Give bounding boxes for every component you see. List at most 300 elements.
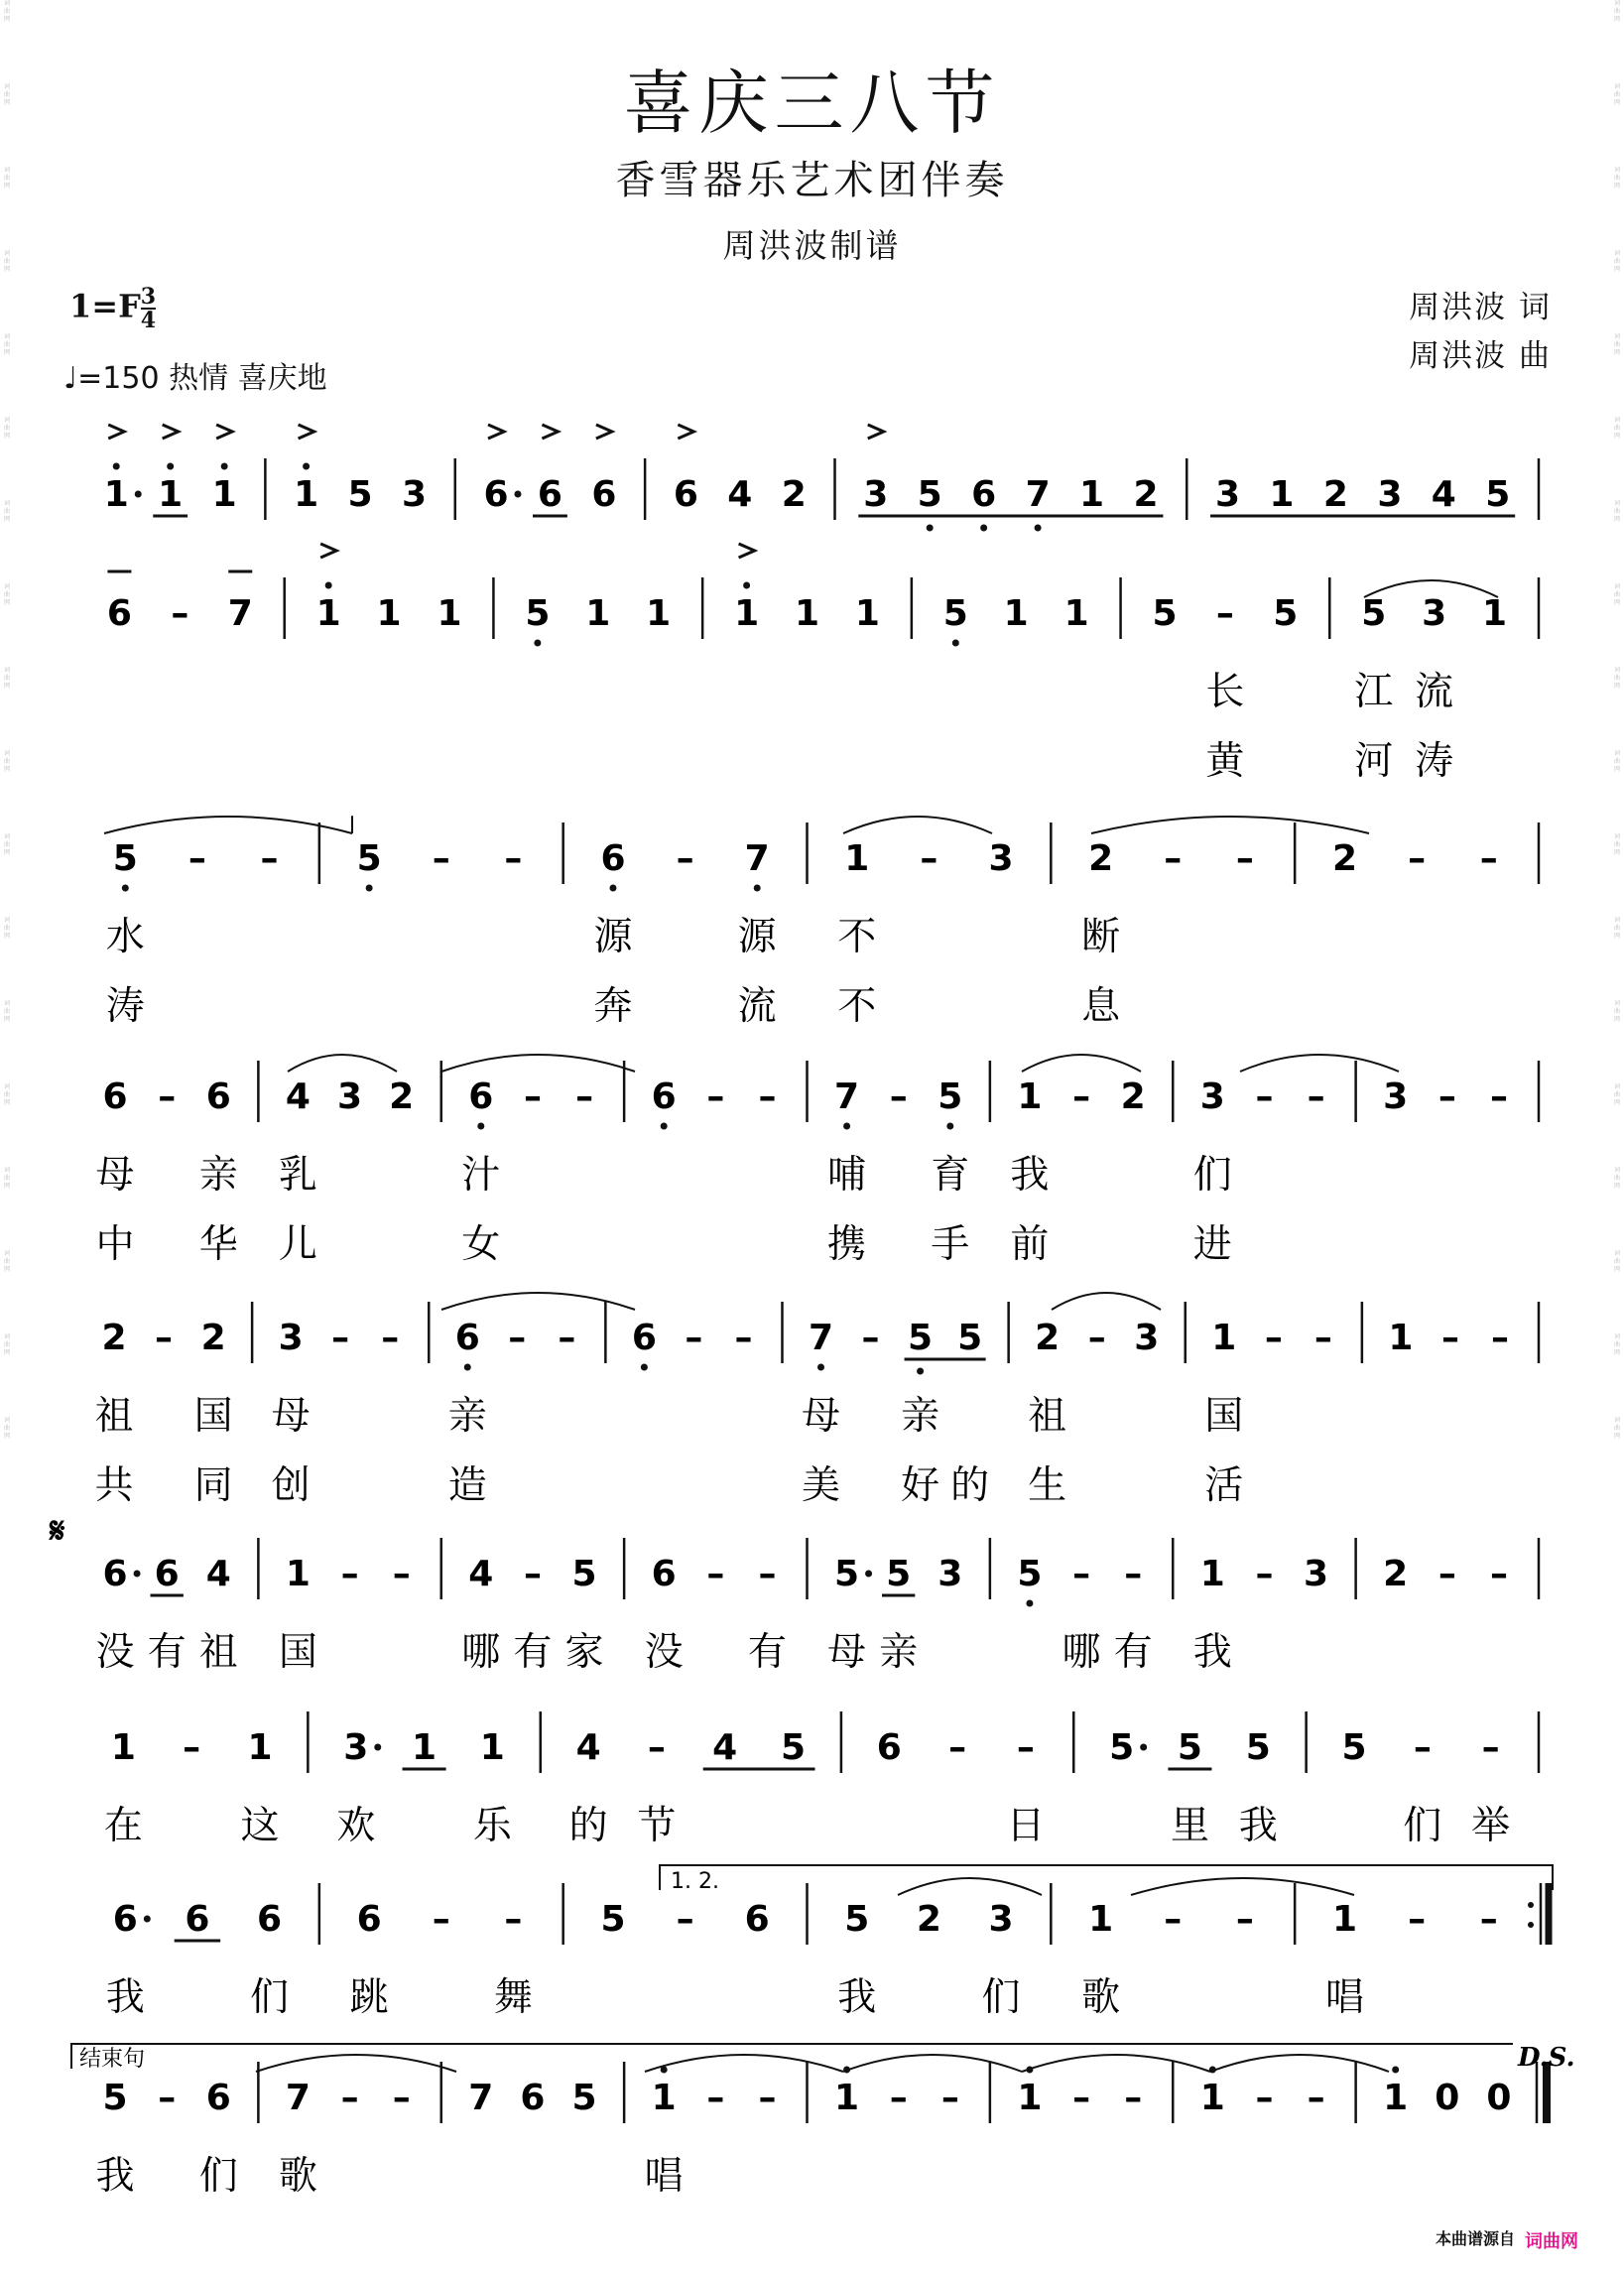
note: 1 [1079,474,1105,515]
dash-extension: – [706,1554,725,1594]
note: 5 [525,593,551,634]
octave-low-dot [980,525,987,532]
dash-extension: – [1072,2078,1091,2118]
augmentation-dot [134,1571,141,1578]
watermark-text: 词曲网 [3,1250,10,1273]
note: 7 [834,1076,860,1117]
lyric-char: 创 [271,1463,311,1508]
segno-mark: 𝄋 [50,1511,65,1552]
note: 5 [571,1554,597,1594]
tempo-text: 热情 喜庆地 [169,361,327,396]
note: 1 [294,474,319,515]
dash-extension: – [523,1076,542,1117]
dash-extension: – [392,2078,411,2118]
note: 5 [1017,1554,1043,1594]
note: 6 [591,474,617,515]
tempo-value: =150 [77,361,160,396]
note: 2 [389,1076,415,1117]
lyric-char: 哪 [461,1630,501,1675]
note: 4 [1431,474,1456,515]
dash-extension: – [158,1076,177,1117]
watermark-text: 词曲网 [1613,83,1620,106]
octave-low-dot [754,885,761,892]
lyric-char: 乐 [472,1804,512,1848]
watermark-text: 词曲网 [1613,333,1620,356]
dash-extension: – [1489,1554,1508,1594]
watermark-text: 词曲网 [3,250,10,273]
note: 3 [1199,1076,1225,1117]
augmentation-dot [374,1744,381,1751]
watermark-text: 词曲网 [3,0,10,23]
note: 3 [278,1318,304,1358]
lyric-char: 里 [1170,1804,1209,1848]
slur [1022,1055,1141,1072]
dash-extension: – [1264,1318,1283,1358]
note: 6 [205,2078,231,2118]
lyric-char: 母 [801,1394,841,1439]
note: 2 [1035,1318,1061,1358]
lyric-char: 亲 [447,1394,487,1439]
lyric-char: 祖 [198,1630,238,1675]
octave-high-dot [325,582,332,589]
note: 5 [844,1899,870,1940]
dash-extension: – [685,1318,703,1358]
lyric-char: 源 [593,915,633,959]
note: 6 [468,1076,494,1117]
watermark-text: 词曲网 [3,333,10,356]
dash-extension: – [1124,2078,1143,2118]
lyric-char: 涛 [1415,739,1454,784]
note: 1 [285,1554,311,1594]
lyric-char: 乳 [278,1153,317,1198]
octave-low-dot [464,1364,471,1371]
lyric-char: 日 [1006,1804,1046,1848]
dash-extension: – [861,1318,880,1358]
watermark-text: 词曲网 [3,500,10,523]
note: 1 [437,593,462,634]
note: 5 [1109,1727,1135,1768]
lyric-char: 水 [105,915,145,959]
lyric-char: 亲 [879,1630,919,1675]
note: 1 [646,593,672,634]
augmentation-dot [1140,1744,1147,1751]
watermark-text: 词曲网 [3,417,10,440]
note: 5 [834,1554,860,1594]
watermark-text: 词曲网 [3,583,10,606]
dash-extension: – [523,1554,542,1594]
dash-extension: – [1437,1554,1456,1594]
lyric-char: 我 [1010,1153,1050,1198]
lyric-char: 源 [737,915,777,959]
lyric-char: 欢 [336,1804,376,1848]
note: 1 [412,1727,437,1768]
note: 5 [1152,593,1178,634]
watermark-text: 词曲网 [1613,1083,1620,1106]
note: 5 [1361,593,1387,634]
lyric-char: 不 [837,984,877,1029]
repeat-dot [1528,1922,1534,1928]
octave-low-dot [661,1123,668,1130]
note: 6 [744,1899,770,1940]
note: 1 [479,1727,505,1768]
lyric-char: 在 [103,1804,143,1848]
lyric-char: 儿 [278,1222,317,1267]
octave-low-dot [122,885,129,892]
note: 1 [585,593,611,634]
dash-extension: – [1235,838,1254,879]
time-numerator: 3 [140,284,157,310]
dash-extension: – [1490,1318,1509,1358]
lyric-char: 涛 [105,984,145,1029]
dash-extension: – [1413,1727,1432,1768]
note: 1 [103,474,129,515]
note: 6 [102,1076,128,1117]
note: 0 [1435,2078,1460,2118]
note: 1 [854,593,880,634]
slur [288,1055,397,1072]
dash-extension: – [1481,1727,1500,1768]
lyric-char: 有 [747,1630,787,1675]
slur [1210,2055,1389,2072]
slur [104,817,352,833]
volta-bracket [660,1865,1553,1890]
note: 2 [200,1318,226,1358]
dash-extension: – [1307,1076,1325,1117]
note: 1 [1088,1899,1114,1940]
note: 3 [1377,474,1403,515]
slur [645,2055,843,2072]
dash-extension: – [706,2078,725,2118]
dash-extension: – [558,1318,576,1358]
octave-low-dot [366,885,373,892]
note: 6 [520,2078,546,2118]
dash-extension: – [940,2078,959,2118]
lyric-char: 美 [801,1463,841,1508]
note: 2 [1383,1554,1409,1594]
lyric-char: 息 [1081,984,1121,1029]
note: 3 [1304,1554,1329,1594]
note: 3 [1214,474,1241,515]
lyricist: 周洪波 词 [1409,290,1552,325]
lyric-char: 国 [278,1630,317,1675]
note: 7 [744,838,770,879]
dash-extension: – [1307,2078,1325,2118]
note: 4 [205,1554,231,1594]
score-maker: 周洪波制谱 [722,226,902,265]
note: 2 [1331,838,1358,879]
note: 3 [937,1554,963,1594]
dash-extension: – [432,838,450,879]
note: 5 [112,838,138,879]
slur [843,2055,1022,2072]
volta-label: 1. 2. [671,1869,719,1894]
dash-extension: – [920,838,938,879]
note: 1 [110,1727,136,1768]
lyric-char: 华 [198,1222,238,1267]
note: 1 [1199,2078,1225,2118]
note: 1 [158,474,184,515]
lyric-char: 我 [1238,1804,1278,1848]
dash-extension: – [171,593,189,634]
note: 2 [1322,474,1348,515]
note: 5 [102,2078,128,2118]
ending-label: 结束句 [79,2047,146,2072]
octave-low-dot [534,640,541,647]
accent-mark [299,425,314,439]
lyric-char: 我 [1192,1630,1232,1675]
dash-extension: – [1479,1899,1498,1940]
note: 6 [106,593,132,634]
dash-extension: – [504,1899,523,1940]
octave-low-dot [952,640,959,647]
dash-extension: – [340,1554,359,1594]
note: 6 [971,474,997,515]
accent-mark [596,425,612,439]
dash-extension: – [1255,1076,1274,1117]
lyric-char: 我 [105,1975,145,2020]
watermark-text: 词曲网 [1613,750,1620,773]
note: 2 [1133,474,1159,515]
note: 1 [247,1727,273,1768]
watermark-text: 词曲网 [3,917,10,940]
note: 5 [1485,474,1511,515]
dash-extension: – [1072,1076,1091,1117]
watermark-text: 词曲网 [3,667,10,690]
augmentation-dot [514,491,521,498]
note: 1 [376,593,402,634]
note: 5 [356,838,382,879]
note: 6 [876,1727,902,1768]
lyric-char: 母 [271,1394,311,1439]
quarter-note-icon: ♩ [63,361,78,396]
dash-extension: – [340,2078,359,2118]
lyric-char: 江 [1354,670,1394,714]
watermark-text: 词曲网 [3,83,10,106]
octave-high-dot [743,582,750,589]
dash-extension: – [381,1318,400,1358]
dash-extension: – [1437,1076,1456,1117]
octave-high-dot [167,463,174,470]
note: 1 [315,593,341,634]
slur [898,1878,1042,1895]
slur [1131,1878,1354,1895]
composer: 周洪波 曲 [1409,338,1552,374]
augmentation-dot [135,491,142,498]
slur [843,817,992,833]
note: 4 [712,1727,738,1768]
octave-high-dot [1392,2067,1399,2074]
note: 1 [211,474,237,515]
note: 1 [1017,1076,1043,1117]
note: 3 [988,1899,1014,1940]
watermark-text: 词曲网 [1613,500,1620,523]
dash-extension: – [155,1318,174,1358]
octave-high-dot [221,463,228,470]
note: 7 [285,2078,311,2118]
note: 6 [537,474,562,515]
note: 3 [401,474,428,515]
lyric-char: 断 [1081,915,1121,959]
key-text: 1=F [69,287,141,325]
dash-extension: – [1072,1554,1091,1594]
lyric-char: 手 [931,1222,970,1267]
note: 6 [185,1899,210,1940]
note: 3 [337,1076,363,1117]
song-subtitle: 香雪器乐艺术团伴奏 [615,158,1009,203]
lyric-char: 国 [1204,1394,1244,1439]
lyric-char: 的 [950,1463,990,1508]
note: 6 [112,1899,138,1940]
lyric-char: 们 [1192,1153,1232,1198]
lyric-char: 们 [1403,1804,1442,1848]
watermark-text: 词曲网 [1613,417,1620,440]
lyric-char: 有 [147,1630,187,1675]
lyric-char: 不 [837,915,877,959]
dash-extension: – [508,1318,527,1358]
note: 6 [102,1554,128,1594]
dash-extension: – [575,1076,594,1117]
lyric-char: 们 [981,1975,1021,2020]
footer-site: 词曲网 [1525,2231,1578,2252]
dash-extension: – [647,1727,666,1768]
lyric-char: 同 [193,1463,233,1508]
watermark-text: 词曲网 [1613,1417,1620,1440]
note: 4 [285,1076,311,1117]
lyric-char: 祖 [1028,1394,1067,1439]
note: 2 [101,1318,127,1358]
ending-bracket [71,2044,1513,2069]
note: 1 [1211,1318,1237,1358]
dash-extension: – [1164,838,1183,879]
note: 1 [1199,1554,1225,1594]
note: 6 [651,1554,677,1594]
note: 2 [1120,1076,1146,1117]
watermark-text: 词曲网 [1613,1000,1620,1023]
watermark-text: 词曲网 [1613,1333,1620,1356]
dash-extension: – [948,1727,967,1768]
lyric-char: 举 [1471,1804,1511,1848]
octave-low-dot [477,1123,484,1130]
octave-high-dot [113,463,120,470]
watermark-text: 词曲网 [3,1333,10,1356]
dash-extension: – [392,1554,411,1594]
dash-extension: – [758,1076,777,1117]
note: 6 [673,474,698,515]
dash-extension: – [1124,1554,1143,1594]
accent-mark [216,425,232,439]
note: 1 [1003,593,1029,634]
note: 6 [454,1318,480,1358]
note: 7 [227,593,253,634]
augmentation-dot [144,1916,151,1923]
note: 5 [908,1318,934,1358]
note: 6 [154,1554,180,1594]
watermark-text: 词曲网 [3,167,10,190]
note: 1 [734,593,760,634]
slur [1091,817,1369,833]
note: 5 [957,1318,983,1358]
dash-extension: – [1255,1554,1274,1594]
lyric-char: 节 [637,1804,677,1848]
dash-extension: – [1215,593,1234,634]
watermark-text: 词曲网 [1613,1167,1620,1190]
note: 5 [1245,1727,1271,1768]
dash-extension: – [432,1899,450,1940]
octave-low-dot [917,1368,924,1375]
dash-extension: – [504,838,523,879]
lyric-char: 母 [95,1153,135,1198]
note: 5 [937,1076,963,1117]
repeat-dot [1528,1902,1534,1908]
note: 6 [600,838,626,879]
watermark-text: 词曲网 [3,1000,10,1023]
lyric-char: 母 [827,1630,867,1675]
octave-low-dot [817,1364,824,1371]
dash-extension: – [1489,1076,1508,1117]
note: 5 [780,1727,807,1768]
lyric-char: 有 [1113,1630,1153,1675]
note: 5 [917,474,942,515]
note: 1 [794,593,820,634]
ds-mark: D.S. [1518,2043,1575,2073]
note: 5 [571,2078,597,2118]
note: 5 [347,474,373,515]
lyric-char: 没 [95,1630,135,1675]
octave-low-dot [1035,525,1042,532]
watermark-text: 词曲网 [1613,167,1620,190]
note: 7 [808,1318,834,1358]
augmentation-dot [865,1571,872,1578]
accent-mark [739,544,755,558]
note: 1 [1331,1899,1358,1940]
accent-mark [542,425,558,439]
dash-extension: – [1255,2078,1274,2118]
lyric-char: 有 [513,1630,553,1675]
watermark-text: 词曲网 [1613,1250,1620,1273]
lyric-char: 亲 [198,1153,238,1198]
note: 6 [631,1318,657,1358]
dash-extension: – [260,838,279,879]
note: 6 [256,1899,283,1940]
octave-low-dot [946,1123,953,1130]
note: 1 [1269,474,1295,515]
dash-extension: – [676,1899,694,1940]
note: 5 [1341,1727,1367,1768]
lyric-char: 造 [447,1463,487,1508]
note: 2 [916,1899,941,1940]
lyric-char: 歌 [278,2154,317,2199]
slur [441,1055,635,1072]
watermark-text: 词曲网 [3,833,10,856]
lyric-char: 哪 [1062,1630,1101,1675]
watermark-text: 词曲网 [1613,250,1620,273]
note: 4 [575,1727,601,1768]
lyric-char: 祖 [94,1394,134,1439]
dash-extension: – [158,2078,177,2118]
octave-high-dot [303,463,310,470]
note: 5 [886,1554,912,1594]
octave-low-dot [1026,1600,1033,1607]
dash-extension: – [1479,838,1498,879]
lyric-char: 家 [564,1630,604,1675]
watermark-text: 词曲网 [3,750,10,773]
dash-extension: – [187,838,206,879]
watermark-text: 词曲网 [3,1417,10,1440]
watermark-text: 词曲网 [1613,0,1620,23]
lyric-char: 生 [1028,1463,1067,1508]
lyric-char: 进 [1192,1222,1232,1267]
octave-low-dot [641,1364,648,1371]
